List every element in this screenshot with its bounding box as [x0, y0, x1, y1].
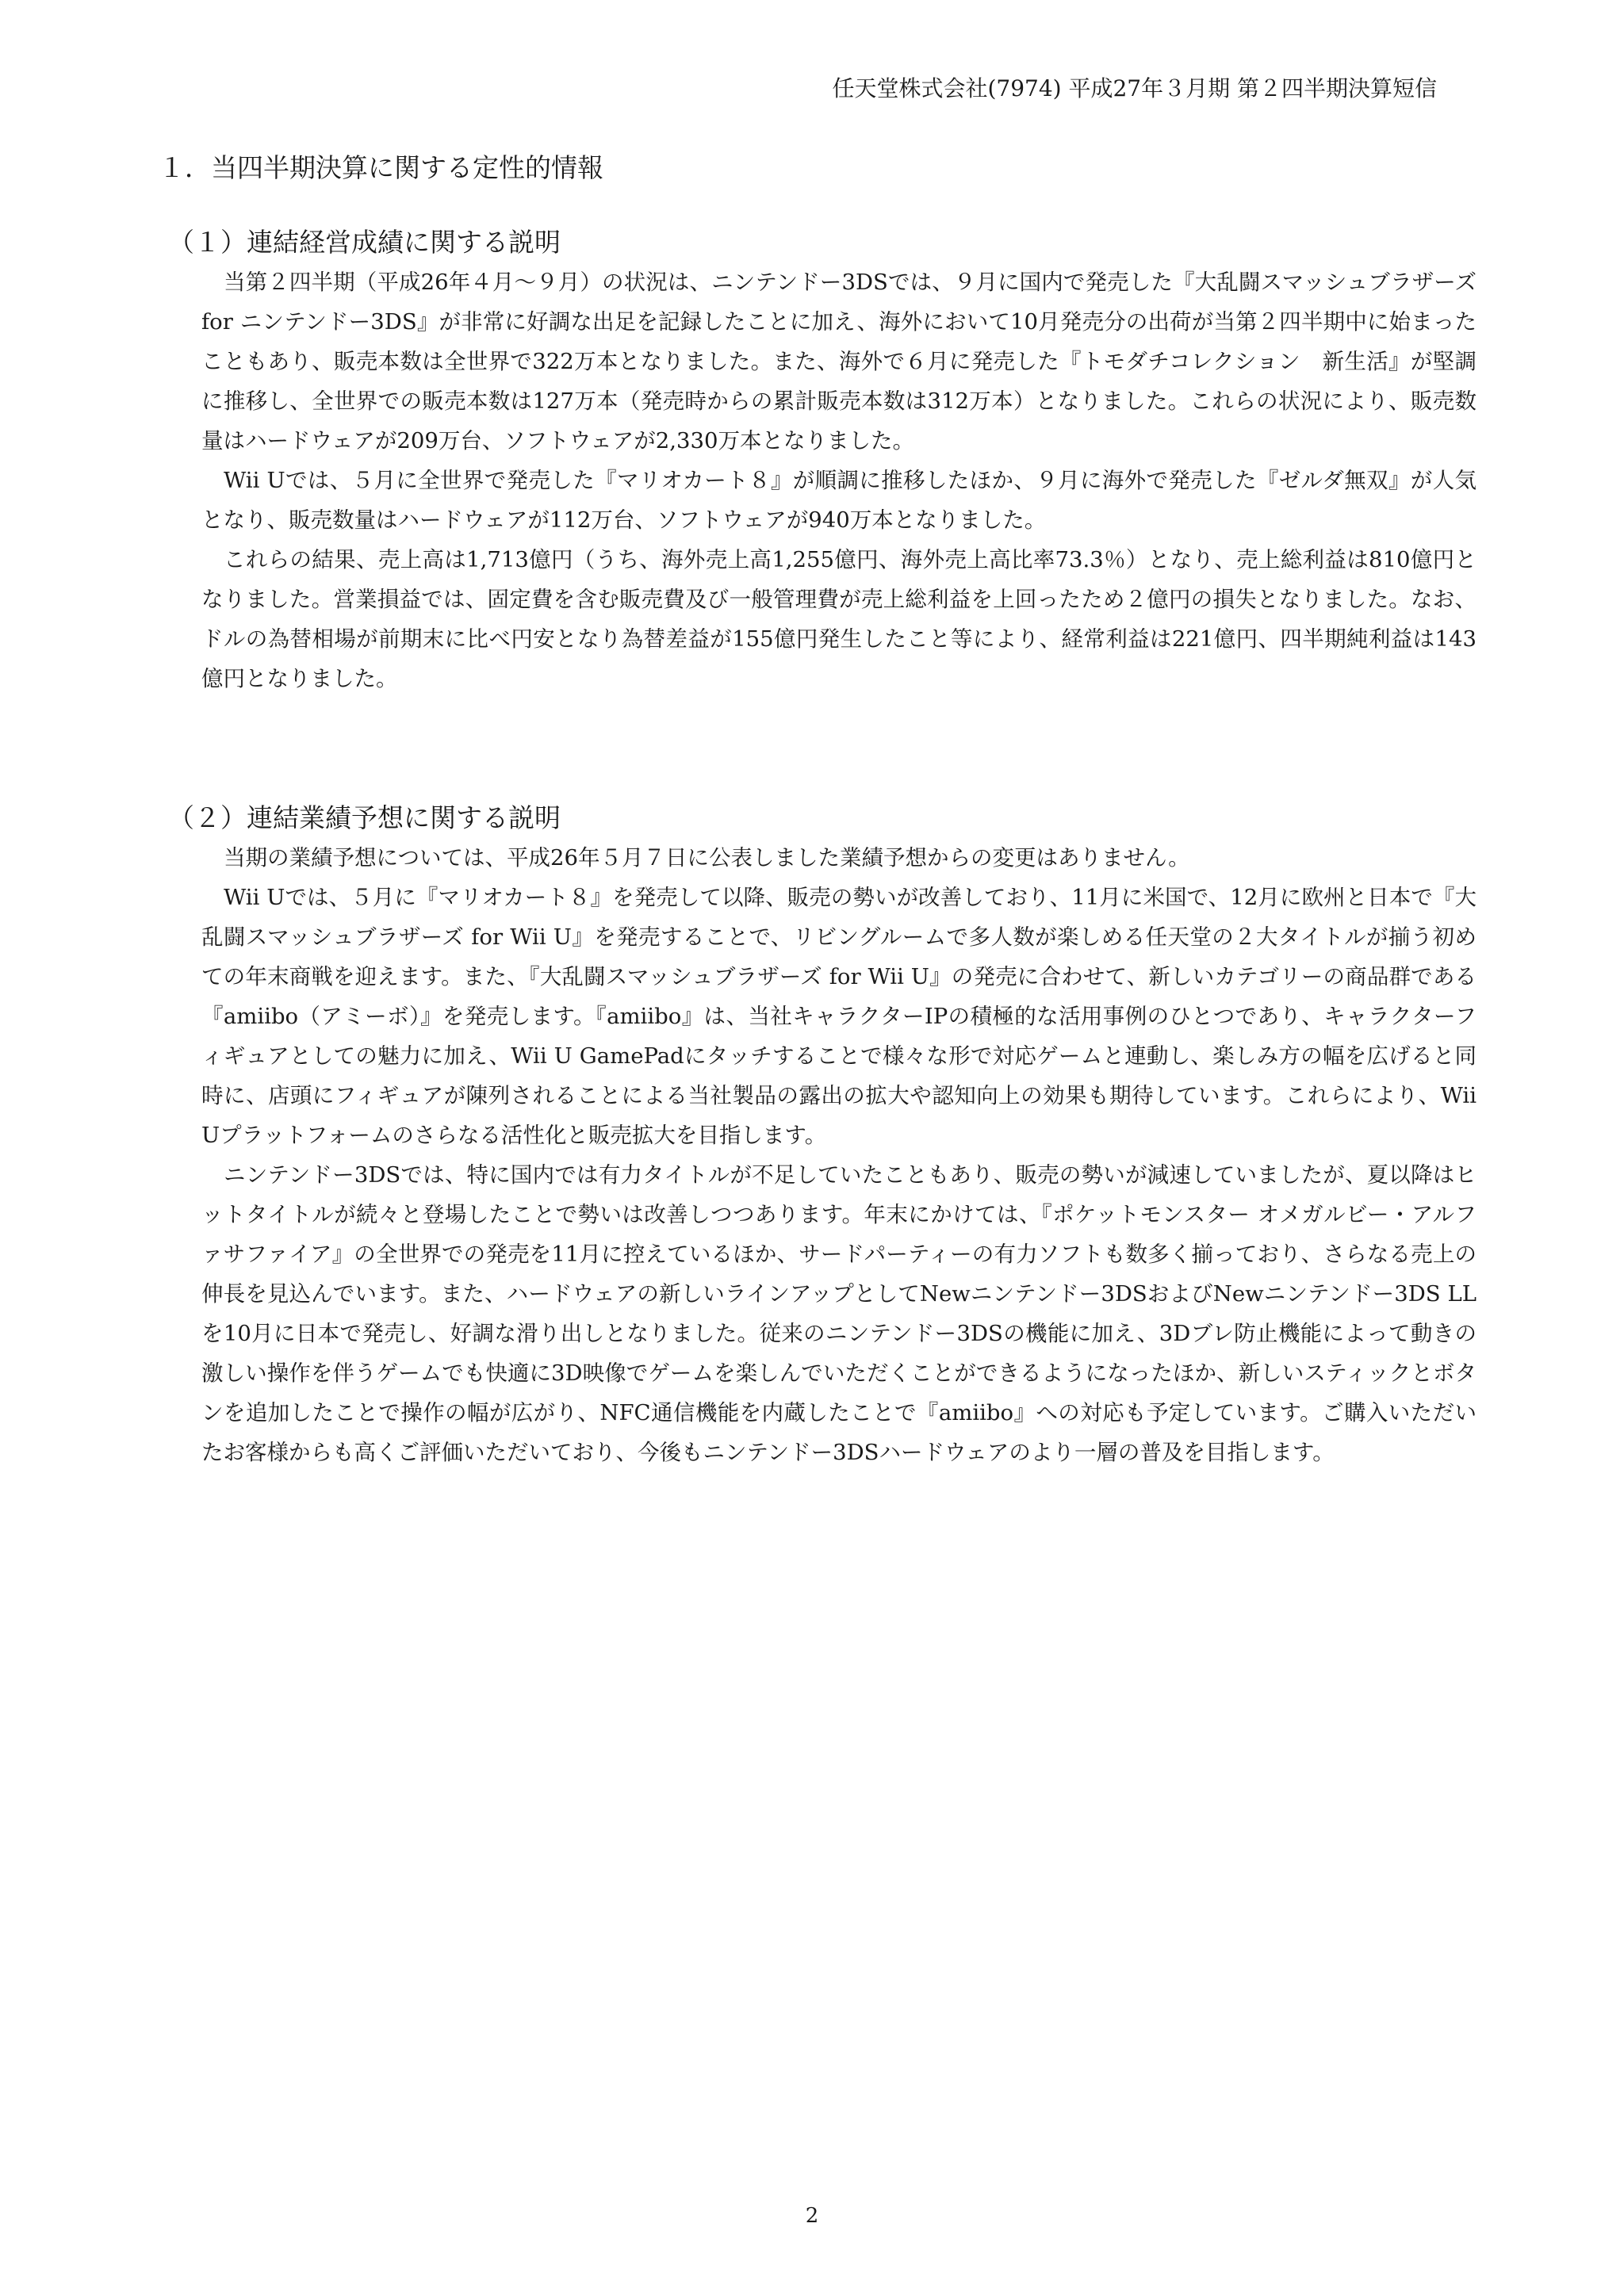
document-header: 任天堂株式会社(7974) 平成27年３月期 第２四半期決算短信: [832, 75, 1437, 101]
paragraph: ニンテンドー3DSでは、特に国内では有力タイトルが不足していたこともあり、販売の勢いが減速していましたが、夏以降はヒットタイトルが続々と登場したことで勢いは改善しつつあります。年末にかけては、『ポケットモンスター オメガルビー・アルファサファイア』の全世界での発売を11月に控えているほか、サードパーティーの有力ソフトも数多く揃っており、さらなる売上の伸長を見込んでいます。また、ハードウェアの新しいラインアップとしてNewニンテンドー3DSおよびNewニンテンドー3DS LLを10月に日本で発売し、好調な滑り出しとなりました。従来のニンテンドー3DSの機能に加え、3Dブレ防止機能によって動きの激しい操作を伴うゲームでも快適に3D映像でゲームを楽しんでいただくことができるようになったほか、新しいスティックとボタンを追加したことで操作の幅が広がり、NFC通信機能を内蔵したことで『amiibo』への対応も予定しています。ご購入いただいたお客様からも高くご評価いただいており、今後もニンテンドー3DSハードウェアのより一層の普及を目指します。: [201, 1162, 1477, 1465]
subsection-body: [168, 262, 1477, 698]
paragraph: Wii Uでは、５月に全世界で発売した『マリオカート８』が順調に推移したほか、９月に海外で発売した『ゼルダ無双』が人気となり、販売数量はハードウェアが112万台、ソフトウェアが940万本となりました。: [201, 468, 1477, 533]
subsection-title: （２）連結業績予想に関する説明: [168, 802, 561, 833]
subsection-title: （１）連結経営成績に関する説明: [168, 227, 561, 258]
subsection-business-results: [168, 222, 1477, 698]
subsection-forecast: [168, 798, 1477, 1472]
paragraph: これらの結果、売上高は1,713億円（うち、海外売上高1,255億円、海外売上高比率73.3％）となり、売上総利益は810億円となりました。営業損益では、固定費を含む販売費及び一般管理費が売上総利益を上回ったため２億円の損失となりました。なお、ドルの為替相場が前期末に比べ円安となり為替差益が155億円発生したこと等により、経常利益は221億円、四半期純利益は143億円となりました。: [201, 547, 1477, 691]
paragraph: 当第２四半期（平成26年４月～９月）の状況は、ニンテンドー3DSでは、９月に国内で発売した『大乱闘スマッシュブラザーズ for ニンテンドー3DS』が非常に好調な出足を記録したことに加え、海外において10月発売分の出荷が当第２四半期中に始まったこともあり、販売本数は全世界で322万本となりました。また、海外で６月に発売した『トモダチコレクション 新生活』が堅調に推移し、全世界での販売本数は127万本（発売時からの累計販売本数は312万本）となりました。これらの状況により、販売数量はハードウェアが209万台、ソフトウェアが2,330万本となりました。: [201, 270, 1477, 453]
paragraph: Wii Uでは、５月に『マリオカート８』を発売して以降、販売の勢いが改善しており、11月に米国で、12月に欧州と日本で『大乱闘スマッシュブラザーズ for Wii U』を発売することで、リビングルームで多人数が楽しめる任天堂の２大タイトルが揃う初めての年末商戦を迎えます。また、『大乱闘スマッシュブラザーズ for Wii U』の発売に合わせて、新しいカテゴリーの商品群である『amiibo（アミーボ）』を発売します。『amiibo』は、当社キャラクターIPの積極的な活用事例のひとつであり、キャラクターフィギュアとしての魅力に加え、Wii U GamePadにタッチすることで様々な形で対応ゲームと連動し、楽しみ方の幅を広げると同時に、店頭にフィギュアが陳列されることによる当社製品の露出の拡大や認知向上の効果も期待しています。これらにより、Wii Uプラットフォームのさらなる活性化と販売拡大を目指します。: [201, 885, 1477, 1148]
section-title: １．当四半期決算に関する定性的情報: [159, 152, 603, 183]
subsection-body: [168, 838, 1477, 1472]
page-number: 2: [805, 2204, 819, 2228]
paragraph: 当期の業績予想については、平成26年５月７日に公表しました業績予想からの変更はありません。: [224, 845, 1190, 871]
